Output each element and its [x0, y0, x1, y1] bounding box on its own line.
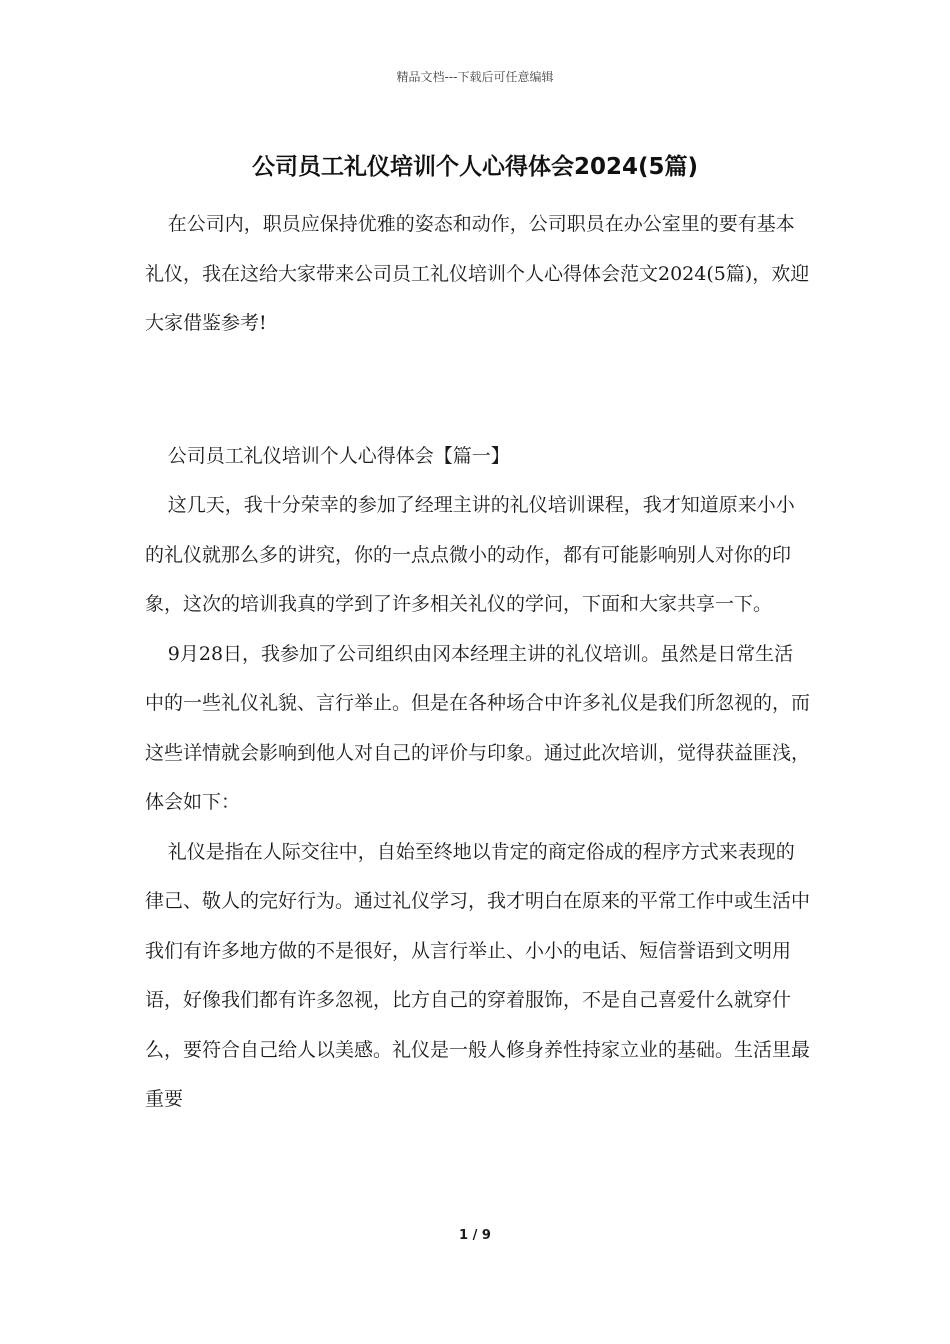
- body-paragraph: 礼仪是指在人际交往中，自始至终地以肯定的商定俗成的程序方式来表现的律己、敬人的完好行为。通过礼仪学习，我才明白在原来的平常工作中或生活中我们有许多地方做的不是很好，从言行举止、小小的电话、短信誉语到文明用语，好像我们都有许多忽视，比方自己的穿着服饰，不是自己喜爱什么就穿什么，要符合自己给人以美感。礼仪是一般人修身养性持家立业的基础。生活里最重要: [145, 840, 811, 1110]
- section-heading: 公司员工礼仪培训个人心得体会【篇一】: [167, 444, 510, 467]
- body-paragraph: 9月28日，我参加了公司组织由冈本经理主讲的礼仪培训。虽然是日常生活中的一些礼仪礼貌、言行举止。但是在各种场合中许多礼仪是我们所忽视的，而这些详情就会影响到他人对自己的评价与印象。通过此次培训，觉得获益匪浅，体会如下：: [145, 642, 811, 813]
- page-header: 精品文档---下载后可任意编辑: [396, 70, 554, 84]
- body-paragraph: 这几天，我十分荣幸的参加了经理主讲的礼仪培训课程，我才知道原来小小的礼仪就那么多的讲究，你的一点点微小的动作，都有可能影响别人对你的印象，这次的培训我真的学到了许多相关礼仪的学问，下面和大家共享一下。: [145, 494, 795, 615]
- document-body: [145, 200, 810, 1125]
- page-number: 1 / 9: [459, 1228, 491, 1243]
- intro-paragraph: 在公司内，职员应保持优雅的姿态和动作，公司职员在办公室里的要有基本礼仪，我在这给大家带来公司员工礼仪培训个人心得体会范文2024(5篇)，欢迎大家借鉴参考!: [145, 213, 810, 334]
- document-title: 公司员工礼仪培训个人心得体会2024(5篇): [251, 154, 699, 180]
